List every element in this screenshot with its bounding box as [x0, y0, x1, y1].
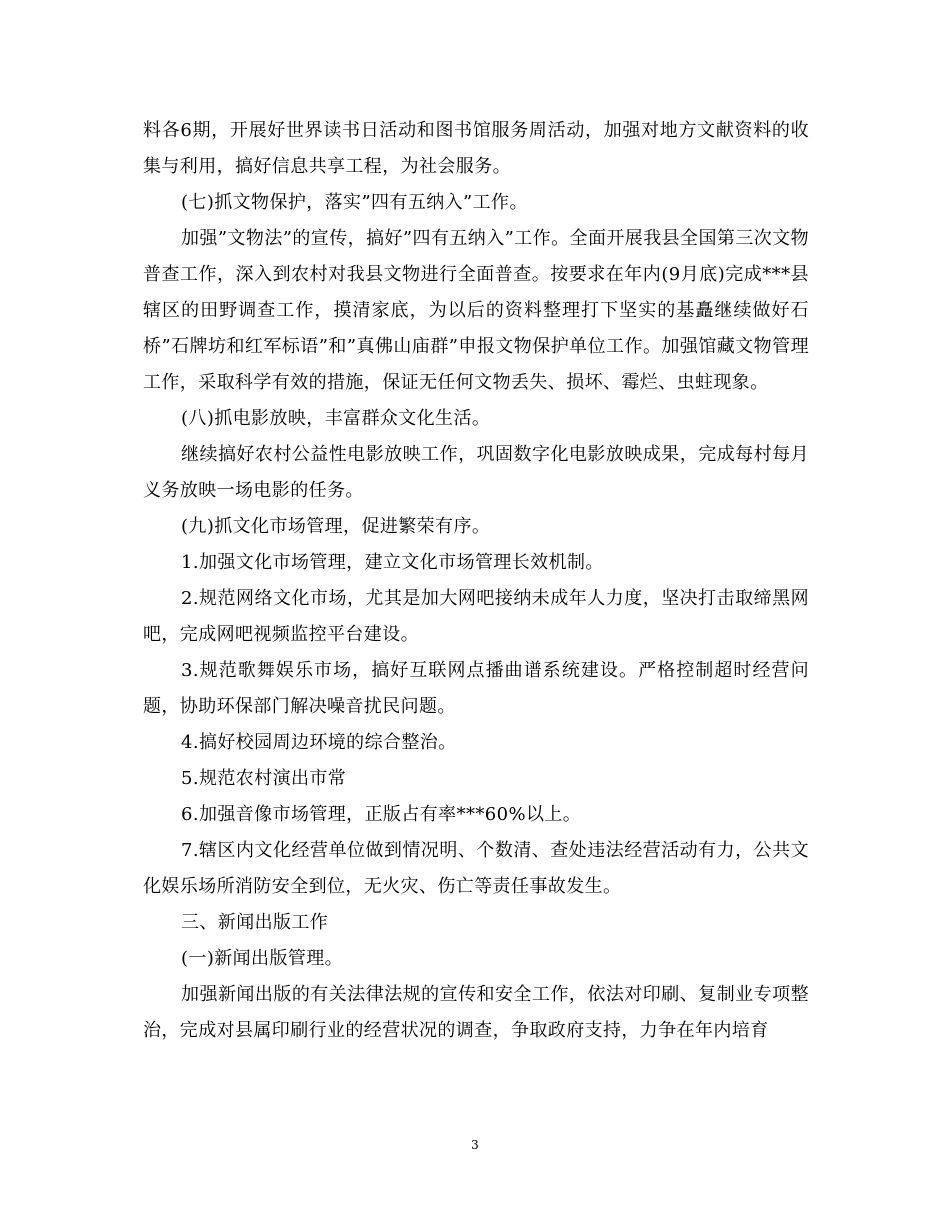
paragraph-film: 继续搞好农村公益性电影放映工作，巩固数字化电影放映成果，完成每村每月义务放映一场电影的任务。 [143, 444, 809, 501]
list-item-5: 5.规范农村演出市常 [181, 768, 347, 789]
paragraph-relics: 加强”文物法”的宣传，搞好”四有五纳入”工作。全面开展我县全国第三次文物普查工作，深入到农村对我县文物进行全面普查。按要求在年内(9月底)完成***县辖区的田野调查工作，摸清家底，为以后的资料整理打下坚实的基矗继续做好石桥”石牌坊和红军标语”和”真佛山庙群”申报文物保护单位工作。加强馆藏文物管理工作，采取科学有效的措施，保证无任何文物丢失、损坏、霉烂、虫蛀现象。 [143, 228, 809, 393]
paragraph-publishing: 加强新闻出版的有关法律法规的宣传和安全工作，依法对印刷、复制业专项整治，完成对县属印刷行业的经营状况的调查，争取政府支持，力争在年内培育 [143, 984, 809, 1041]
list-item-4: 4.搞好校园周边环境的综合整治。 [181, 732, 457, 753]
list-item-1: 1.加强文化市场管理，建立文化市场管理长效机制。 [181, 552, 604, 573]
paragraph-1: 料各6期，开展好世界读书日活动和图书馆服务周活动，加强对地方文献资料的收集与利用，搞好信息共享工程，为社会服务。 [143, 120, 809, 177]
list-item-6: 6.加强音像市场管理，正版占有率***60%以上。 [181, 804, 582, 825]
section-heading-7: (七)抓文物保护，落实”四有五纳入”工作。 [181, 192, 528, 213]
page-number: 3 [471, 1138, 479, 1152]
section-heading-9: (九)抓文化市场管理，促进繁荣有序。 [181, 516, 491, 537]
list-item-3: 3.规范歌舞娱乐市场，搞好互联网点播曲谱系统建设。严格控制超时经营问题，协助环保部门解决噪音扰民问题。 [143, 660, 809, 717]
document-body [143, 113, 809, 1049]
list-item-7: 7.辖区内文化经营单位做到情况明、个数清、查处违法经营活动有力，公共文化娱乐场所消防安全到位，无火灾、伤亡等责任事故发生。 [143, 840, 809, 897]
section-heading-8: (八)抓电影放映，丰富群众文化生活。 [181, 408, 491, 429]
list-item-2: 2.规范网络文化市场，尤其是加大网吧接纳未成年人力度，坚决打击取缔黑网吧，完成网吧视频监控平台建设。 [143, 588, 809, 645]
subsection-heading-1: (一)新闻出版管理。 [181, 948, 344, 969]
section-heading-3: 三、新闻出版工作 [181, 912, 329, 933]
